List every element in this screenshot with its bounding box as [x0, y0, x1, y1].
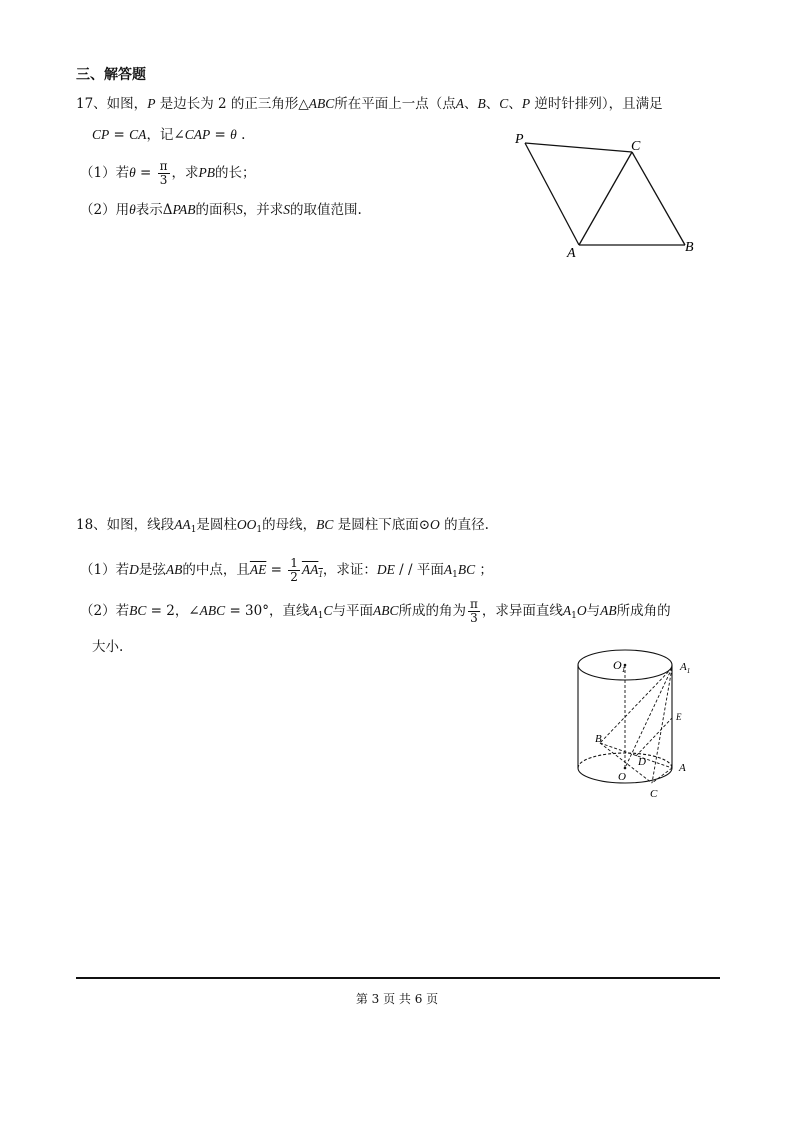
- label-b: B: [685, 240, 694, 255]
- label-a1: $A_1$: [680, 661, 691, 675]
- q18-part2-line2: 大小.: [92, 639, 124, 655]
- label-c: C: [631, 139, 641, 154]
- label-a: A: [567, 246, 576, 261]
- segment-pc: [525, 143, 632, 152]
- q17-part1: （1）若θ = $\frac{\pi}{3}$ ，求PB的长；: [80, 159, 256, 187]
- q18-part2: （2）若BC = 2，∠ABC = 30°，直线$A_1C$与平面ABC所成的角为 $\frac{\pi}{3}$ ，求异面直线$A_1O$与AB所成角的: [80, 597, 671, 625]
- label-d: D: [638, 756, 646, 768]
- q17-intro: 17、如图，P 是边长为 2 的正三角形△ABC所在平面上一点（点A、B、C、P 逆时针排列），且满足: [76, 96, 663, 112]
- q18-part1: （1）若D是弦AB的中点，且$\overline{AE}$ = $\frac{1}{2}$ $AA_1$，求证：DE / / 平面$A_1BC$ ；: [80, 556, 493, 584]
- segment-cb: [632, 152, 685, 245]
- q18-intro: 18、如图，线段$AA_1$是圆柱$OO_1$的母线，BC 是圆柱下底面⊙O 的直径.: [76, 517, 489, 535]
- label-e: E: [676, 712, 682, 722]
- page-footer: 第 3 页 共 6 页: [355, 992, 439, 1006]
- segment-a1c: [652, 668, 672, 783]
- label-o1: $O_1$: [613, 658, 626, 674]
- segment-de: [636, 718, 672, 756]
- q17-figure: [505, 125, 715, 265]
- segment-ac: [652, 768, 672, 783]
- point-o: [624, 767, 627, 770]
- label-b: B: [595, 733, 602, 745]
- label-c: C: [650, 788, 658, 800]
- q18-figure: [570, 640, 710, 805]
- label-o: O: [618, 771, 626, 783]
- section-title: 三、解答题: [76, 67, 146, 83]
- label-a: A: [679, 762, 686, 774]
- segment-a1o: [625, 668, 672, 768]
- segment-pa: [525, 143, 579, 245]
- q17-part2: （2）用θ表示ΔPAB的面积S，并求S的取值范围.: [80, 202, 362, 218]
- q17-condition: CP = CA，记∠CAP = θ .: [92, 127, 246, 143]
- segment-ac: [579, 152, 632, 245]
- label-p: P: [515, 132, 524, 147]
- footer-rule: [76, 977, 720, 979]
